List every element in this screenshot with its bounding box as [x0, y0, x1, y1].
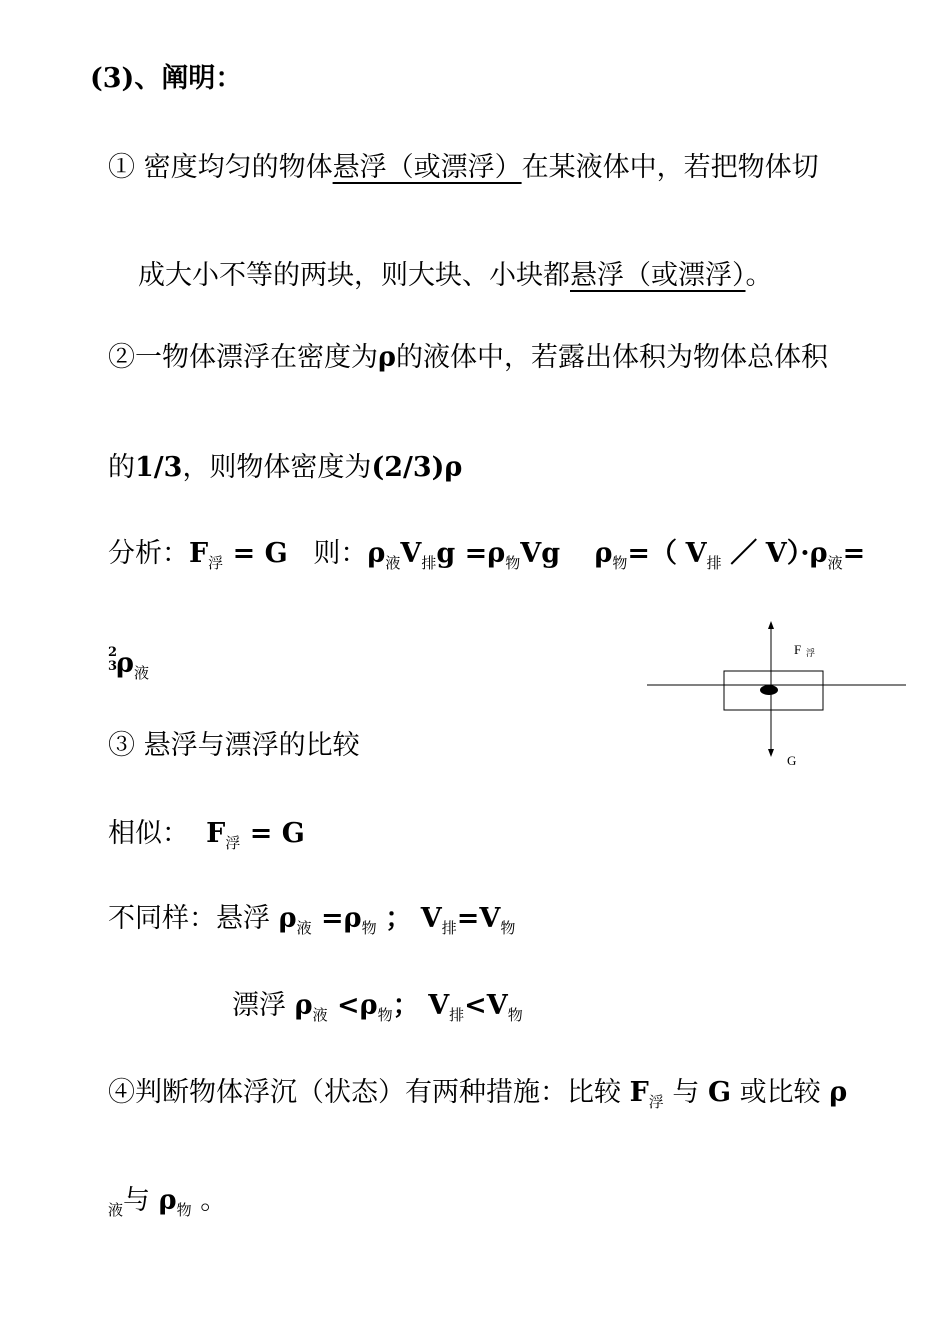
- sub-fu: 浮: [225, 834, 241, 852]
- arrow-up-head: [768, 621, 774, 629]
- rho: ρ: [278, 903, 297, 934]
- fraction-rho-line: [116, 648, 149, 689]
- point-2-marker: ②: [108, 342, 135, 373]
- V: V: [479, 903, 501, 934]
- and-text: 与: [123, 1185, 151, 1216]
- sub-ye: 液: [385, 554, 401, 572]
- rho: ρ: [294, 990, 313, 1021]
- float-label: 漂浮: [232, 990, 286, 1021]
- point-1-end: 。: [745, 260, 773, 291]
- rho-symbol: ρ: [378, 342, 396, 373]
- point-4-line-2: [108, 1185, 227, 1226]
- rho: ρ: [829, 1077, 848, 1108]
- V: V: [400, 538, 422, 569]
- arrow-down-head: [768, 749, 774, 757]
- or-compare-text: 或比较: [739, 1077, 821, 1108]
- sub-ye: 液: [108, 1201, 124, 1219]
- lt: <: [327, 990, 360, 1021]
- V: V: [765, 538, 787, 569]
- rho-symbol: ρ: [444, 452, 463, 483]
- eq: =: [456, 903, 480, 934]
- sub-ye: 液: [296, 919, 312, 937]
- point-4-marker: ④: [108, 1077, 135, 1108]
- point-2-line-1: [108, 342, 828, 374]
- center-of-mass-dot: [760, 685, 778, 695]
- buoyancy-sub: 浮: [806, 648, 816, 658]
- semicolon: ；: [385, 903, 413, 934]
- sub-ye: 液: [133, 664, 149, 682]
- gravity-label: G: [787, 753, 797, 768]
- fraction-numerator: 2: [108, 645, 118, 660]
- point-3-line: [108, 730, 360, 762]
- G: G: [707, 1077, 732, 1108]
- point-2-text-a: 一物体漂浮在密度为: [135, 342, 378, 373]
- section-heading: (3)、阐明：: [90, 63, 243, 94]
- sub-wu: 物: [507, 1006, 523, 1024]
- rho: ρ: [594, 538, 613, 569]
- analysis-line: [108, 538, 865, 579]
- rho: ρ: [158, 1185, 177, 1216]
- point-3-marker: ③: [108, 730, 135, 761]
- point-2-line-2: [108, 452, 462, 484]
- similar-line: [108, 818, 305, 859]
- point-1-text-c: 成大小不等的两块，则大块、小块都: [138, 260, 570, 291]
- sub-wu: 物: [505, 554, 521, 572]
- eq-G: = G: [240, 818, 305, 849]
- eq-G: = G: [223, 538, 288, 569]
- point-1-text-a: 密度均匀的物体: [143, 152, 333, 183]
- point-1-marker: ①: [108, 152, 135, 183]
- point-1-line-2: [138, 260, 773, 292]
- sub-wu: 物: [361, 919, 377, 937]
- point-4-text-1: 判断物体浮沉（状态）有两种措施：比较: [135, 1077, 621, 1108]
- slash: ／: [730, 538, 758, 569]
- point-4-line-1: [108, 1077, 847, 1118]
- close-dot: ）·: [786, 538, 810, 569]
- sub-pai: 排: [706, 554, 722, 572]
- V: V: [486, 990, 508, 1021]
- one-third: 1/3: [135, 452, 183, 483]
- rho: ρ: [367, 538, 386, 569]
- sub-wu: 物: [612, 554, 628, 572]
- sub-fu: 浮: [208, 554, 224, 572]
- sub-pai: 排: [449, 1006, 465, 1024]
- sub-fu: 浮: [648, 1093, 664, 1111]
- point-2-text-d: ，则物体密度为: [182, 452, 372, 483]
- eq: =: [311, 903, 344, 934]
- analysis-label: 分析：: [108, 538, 189, 569]
- diff-line-2: [232, 990, 523, 1031]
- V: V: [685, 538, 707, 569]
- point-1-underline-2: 悬浮（或漂浮）: [570, 260, 746, 291]
- eq: =: [842, 538, 866, 569]
- sub-wu: 物: [176, 1201, 192, 1219]
- period: 。: [200, 1185, 228, 1216]
- rho: ρ: [487, 538, 506, 569]
- lt: <: [464, 990, 487, 1021]
- force-F: F: [189, 538, 209, 569]
- semicolon: ；: [392, 990, 420, 1021]
- diff-line-1: [108, 903, 515, 944]
- similar-label: 相似：: [108, 818, 189, 849]
- fraction-denominator: 3: [108, 659, 118, 674]
- sub-pai: 排: [441, 919, 457, 937]
- rho: ρ: [359, 990, 378, 1021]
- point-1-text-b: 在某液体中，若把物体切: [521, 152, 819, 183]
- and-text: 与: [672, 1077, 700, 1108]
- sub-wu: 物: [377, 1006, 393, 1024]
- force-F: F: [206, 818, 226, 849]
- force-diagram: [640, 615, 910, 775]
- eq-open: =（: [627, 538, 678, 569]
- point-3-text: 悬浮与漂浮的比较: [143, 730, 360, 761]
- then-label: 则：: [313, 538, 368, 569]
- g-eq: g =: [436, 538, 488, 569]
- two-thirds: (2/3): [371, 452, 445, 483]
- buoyancy-label: F: [794, 642, 802, 657]
- sub-pai: 排: [421, 554, 437, 572]
- suspend-label: 悬浮: [216, 903, 270, 934]
- sub-ye: 液: [312, 1006, 328, 1024]
- rho: ρ: [809, 538, 828, 569]
- sub-ye: 液: [827, 554, 843, 572]
- Vg: Vg: [520, 538, 561, 569]
- rho: ρ: [116, 648, 134, 679]
- point-1-underline-1: 悬浮（或漂浮）: [332, 152, 522, 183]
- V: V: [428, 990, 450, 1021]
- diff-label: 不同样：: [108, 903, 216, 934]
- point-1-line-1: [108, 152, 819, 184]
- sub-wu: 物: [500, 919, 516, 937]
- rho: ρ: [343, 903, 362, 934]
- force-F: F: [629, 1077, 649, 1108]
- point-2-text-c: 的: [108, 452, 135, 483]
- point-2-text-b: 的液体中，若露出体积为物体总体积: [395, 342, 828, 373]
- V: V: [420, 903, 442, 934]
